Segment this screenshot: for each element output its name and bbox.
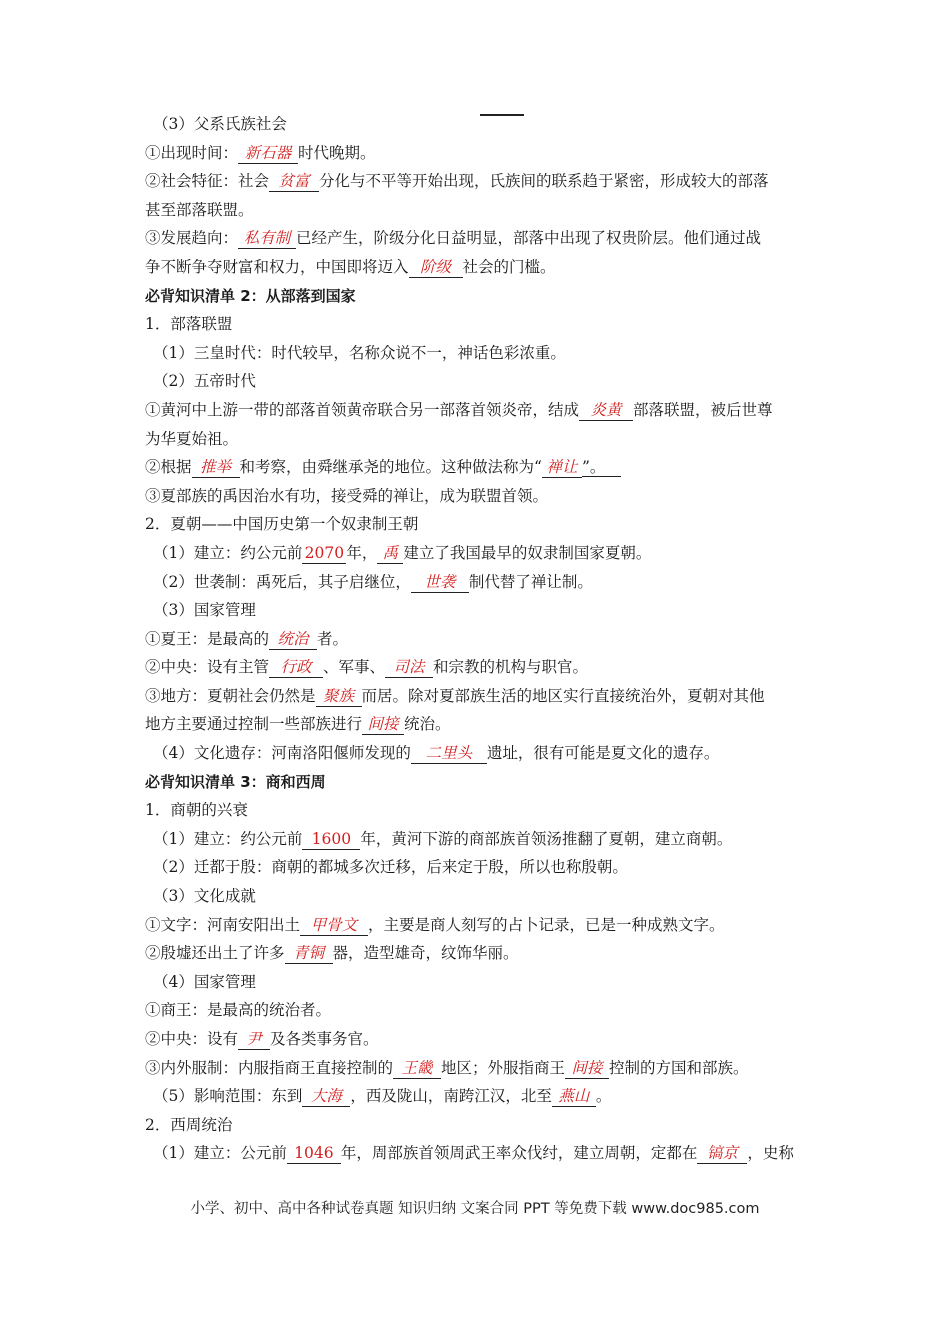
doc-line: （5）影响范围：东到 大海 ，西及陇山，南跨江汉，北至 燕山 。 xyxy=(153,1087,612,1106)
answer-blank: 贫富 xyxy=(269,171,319,192)
answer-blank: 新石器 xyxy=(238,143,298,164)
answer-blank: 聚族 xyxy=(316,686,362,707)
doc-line: ②社会特征：社会 贫富 分化与不平等开始出现，氏族间的联系趋于紧密，形成较大的部落 xyxy=(145,172,769,191)
answer-blank: 禹 xyxy=(377,543,403,564)
answer-blank: 世袭 xyxy=(411,572,469,593)
doc-line: ③地方：夏朝社会仍然是 聚族 而居。除对夏部族生活的地区实行直接统治外，夏朝对其他 xyxy=(145,686,765,705)
doc-line: ①出现时间： 新石器 时代晚期。 xyxy=(145,143,376,162)
doc-line: （1）建立：约公元前 1600 年，黄河下游的商部族首领汤推翻了夏朝，建立商朝。 xyxy=(153,829,733,848)
doc-line: 争不断争夺财富和权力，中国即将迈入 阶级 社会的门槛。 xyxy=(145,257,556,276)
answer-blank: 2070 xyxy=(302,543,346,564)
doc-line: 2．夏朝——中国历史第一个奴隶制王朝 xyxy=(145,515,419,534)
doc-line: （2）五帝时代 xyxy=(153,372,256,391)
doc-line: 1．部落联盟 xyxy=(145,315,233,334)
answer-blank: 青铜 xyxy=(285,943,333,964)
doc-line: 1．商朝的兴衰 xyxy=(145,801,248,820)
answer-blank: 间接 xyxy=(362,714,404,735)
doc-line: （1）建立：约公元前 2070 年， 禹 建立了我国最早的奴隶制国家夏朝。 xyxy=(153,543,652,562)
answer-blank: 司法 xyxy=(385,657,433,678)
answer-blank: 阶级 xyxy=(409,257,463,278)
answer-blank: 二里头 xyxy=(411,743,487,764)
answer-blank: 镐京 xyxy=(697,1143,747,1164)
doc-line: ①黄河中上游一带的部落首领黄帝联合另一部落首领炎帝，结成 炎黄 部落联盟，被后世尊 xyxy=(145,400,773,419)
answer-blank: 王畿 xyxy=(393,1058,441,1079)
doc-line: ②中央：设有 尹 及各类事务官。 xyxy=(145,1030,379,1048)
doc-line: ②根据 推举 和考察，由舜继承尧的地位。这种做法称为“ 禅让 ”。 xyxy=(145,453,810,482)
doc-line: （4）国家管理 xyxy=(153,972,256,991)
doc-line: 甚至部落联盟。 xyxy=(145,200,254,219)
answer-blank: 大海 xyxy=(302,1086,350,1107)
section-heading: 必背知识清单 3：商和西周 xyxy=(145,772,326,791)
doc-line: （3）国家管理 xyxy=(153,601,256,620)
doc-line: （1）三皇时代：时代较早，名称众说不一，神话色彩浓重。 xyxy=(153,343,566,362)
page-footer: 小学、初中、高中各种试卷真题 知识归纳 文案合同 PPT 等免费下载 www.doc985.com xyxy=(190,1201,760,1217)
answer-blank: 私有制 xyxy=(238,228,296,249)
doc-line: （3）文化成就 xyxy=(153,887,256,906)
answer-blank: 1046 xyxy=(287,1143,341,1164)
doc-line: ③发展趋向： 私有制 已经产生，阶级分化日益明显，部落中出现了权贵阶层。他们通过战 xyxy=(145,229,762,248)
doc-line: ③夏部族的禹因治水有功，接受舜的禅让，成为联盟首领。 xyxy=(145,486,549,505)
doc-line: ③内外服制：内服指商王直接控制的 王畿 地区；外服指商王 间接 控制的方国和部族。 xyxy=(145,1058,749,1077)
doc-line: （2）迁都于殷：商朝的都城多次迁移，后来定于殷，所以也称殷朝。 xyxy=(153,858,628,877)
answer-blank: 炎黄 xyxy=(579,400,633,421)
doc-line: ①文字：河南安阳出土 甲骨文 ，主要是商人刻写的占卜记录，已是一种成熟文字。 xyxy=(145,915,725,934)
doc-line: （2）世袭制：禹死后，其子启继位， 世袭 制代替了禅让制。 xyxy=(153,572,593,591)
doc-line: （1）建立：公元前 1046 年，周部族首领周武王率众伐纣，建立周朝，定都在 镐京 ，史称 xyxy=(153,1144,794,1163)
doc-line: 地方主要通过控制一些部族进行 间接 统治。 xyxy=(145,715,451,734)
answer-blank: 禅让 xyxy=(542,457,582,478)
answer-blank: 燕山 xyxy=(552,1086,596,1107)
answer-blank: 统治 xyxy=(269,629,317,650)
doc-line: ①商王：是最高的统治者。 xyxy=(145,1001,332,1020)
doc-line: ②中央：设有主管 行政 、军事、 司法 和宗教的机构与职官。 xyxy=(145,658,589,677)
document-body xyxy=(145,110,810,1168)
answer-blank: 行政 xyxy=(269,657,323,678)
doc-line: ②殷墟还出土了许多 青铜 器，造型雄奇，纹饰华丽。 xyxy=(145,944,519,963)
answer-blank: 间接 xyxy=(565,1058,609,1079)
doc-line: ①夏王：是最高的 统治 者。 xyxy=(145,629,349,648)
answer-blank: 1600 xyxy=(302,829,360,850)
answer-blank: 甲骨文 xyxy=(300,915,368,936)
answer-blank: 尹 xyxy=(238,1029,270,1050)
doc-line: （3）父系氏族社会 xyxy=(153,115,287,133)
doc-line: 为华夏始祖。 xyxy=(145,429,239,448)
doc-line: 2．西周统治 xyxy=(145,1115,233,1134)
doc-line: （4）文化遗存：河南洛阳偃师发现的 二里头 遗址，很有可能是夏文化的遗存。 xyxy=(153,744,720,763)
answer-blank: 推举 xyxy=(192,457,240,478)
section-heading: 必背知识清单 2：从部落到国家 xyxy=(145,286,356,305)
